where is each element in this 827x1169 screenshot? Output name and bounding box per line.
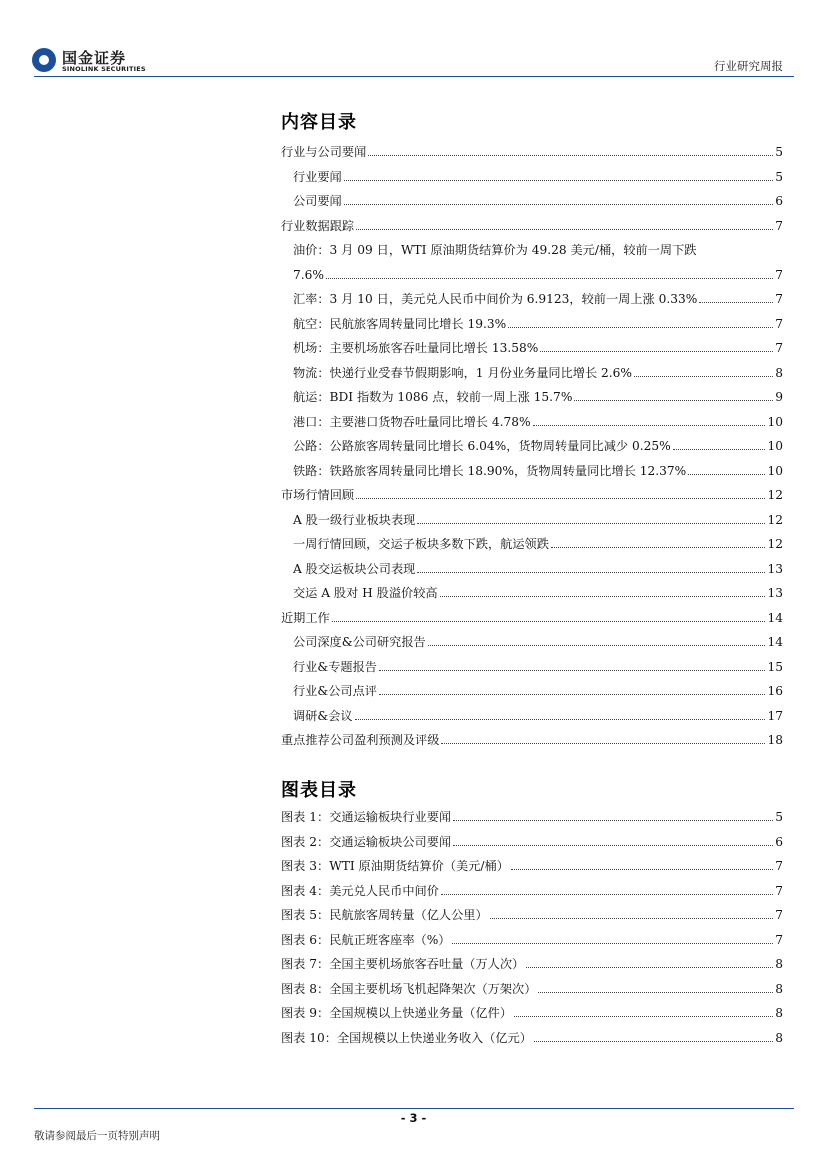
toc-entry-title: 图表 2：交通运输板块公司要闻 [281, 834, 452, 849]
toc-entry-title: 图表 5：民航旅客周转量（亿人公里） [281, 908, 488, 922]
toc-entry-title: 市场行情回顾 [281, 488, 355, 502]
toc-page-number: 7 [775, 316, 783, 331]
toc-entry[interactable] [281, 981, 783, 997]
toc-page-number: 12 [767, 512, 783, 527]
toc-entry-title: A 股一级行业板块表现 [293, 512, 416, 527]
toc-leader-dots [428, 645, 766, 646]
toc-entry[interactable] [281, 585, 783, 601]
toc-entry[interactable] [281, 932, 783, 948]
toc-leader-dots [673, 449, 766, 450]
toc-entry-title: A 股交运板块公司表现 [293, 561, 416, 576]
toc-leader-dots [332, 621, 766, 622]
toc-leader-dots [379, 670, 766, 671]
toc-entry-title: 重点推荐公司盈利预测及评级 [281, 733, 440, 747]
toc-leader-dots [441, 743, 765, 744]
toc-entry[interactable] [281, 732, 783, 748]
toc-leader-dots [344, 180, 773, 181]
toc-leader-dots [452, 943, 773, 944]
toc-leader-dots [514, 1016, 773, 1017]
toc-page-number: 8 [775, 1030, 783, 1045]
toc-entry-title: 油价：3 月 09 日，WTI 原油期货结算价为 49.28 美元/桶，较前一周下跌 [293, 243, 697, 257]
toc-entry[interactable] [281, 316, 783, 332]
toc-leader-dots [511, 869, 773, 870]
disclaimer-text: 敬请参阅最后一页特别声明 [34, 1130, 160, 1142]
toc-page-number: 7 [775, 218, 783, 233]
toc-page-number: 16 [767, 684, 783, 698]
toc-leader-dots [379, 694, 766, 695]
toc-entry[interactable] [281, 561, 783, 577]
toc-entry-title: 图表 8：全国主要机场飞机起降架次（万架次） [281, 981, 537, 996]
toc-page-number: 13 [767, 586, 783, 600]
toc-entry[interactable] [281, 610, 783, 626]
toc-entry[interactable] [281, 536, 783, 552]
toc-page-number: 7 [775, 883, 783, 898]
toc-entry-title: 图表 1：交通运输板块行业要闻 [281, 810, 452, 824]
toc-leader-dots [441, 894, 773, 895]
toc-entry-title: 图表 6：民航正班客座率（%） [281, 932, 451, 947]
toc-leader-dots [453, 845, 773, 846]
toc-entry[interactable] [281, 834, 783, 850]
toc-leader-dots [534, 1041, 773, 1042]
toc-entry-title-continued: 7.6% [293, 267, 324, 282]
toc-entry-title: 物流：快递行业受春节假期影响，1 月份业务量同比增长 2.6% [293, 365, 632, 380]
toc-leader-dots [508, 327, 773, 328]
toc-leader-dots [533, 425, 766, 426]
toc-entry-title: 行业&专题报告 [293, 659, 377, 674]
toc-entry-title: 图表 3：WTI 原油期货结算价（美元/桶） [281, 859, 509, 873]
toc-page-number: 7 [775, 859, 783, 873]
toc-leader-dots [540, 351, 773, 352]
toc-leader-dots [344, 204, 773, 205]
toc-entry-title: 公司要闻 [293, 194, 342, 208]
toc-entry-title: 行业要闻 [293, 169, 342, 184]
toc-entry-title: 汇率：3 月 10 日，美元兑人民币中间价为 6.9123，较前一周上涨 0.33% [293, 292, 698, 306]
toc-entry[interactable] [281, 438, 783, 454]
toc-leader-dots [326, 278, 773, 279]
toc-page-number: 12 [767, 488, 783, 502]
footer-divider [34, 1108, 794, 1109]
toc-entry-title: 公路：公路旅客周转量同比增长 6.04%，货物周转量同比减少 0.25% [293, 439, 671, 453]
toc-page-number: 12 [767, 537, 783, 551]
toc-entry[interactable] [281, 144, 783, 160]
toc-page-number: 8 [775, 1006, 783, 1020]
contents-title: 内容目录 [281, 112, 357, 133]
report-type-label: 行业研究周报 [714, 59, 783, 73]
toc-page-number: 6 [775, 194, 783, 208]
toc-entry[interactable] [281, 389, 783, 405]
toc-entry[interactable] [281, 193, 783, 209]
toc-page-number: 6 [775, 834, 783, 849]
toc-leader-dots [551, 547, 766, 548]
toc-entry-title: 图表 4：美元兑人民币中间价 [281, 883, 439, 898]
figures-title: 图表目录 [281, 780, 357, 801]
toc-page-number: 5 [775, 169, 783, 184]
toc-entry[interactable] [281, 634, 783, 650]
toc-page-number: 10 [767, 463, 783, 478]
toc-entry[interactable] [281, 365, 783, 381]
toc-leader-dots [417, 523, 765, 524]
toc-leader-dots [490, 918, 774, 919]
toc-page-number: 7 [775, 932, 783, 947]
toc-entry[interactable] [281, 218, 783, 234]
toc-page-number: 10 [767, 439, 783, 453]
toc-entry[interactable] [281, 291, 783, 307]
toc-leader-dots [417, 572, 765, 573]
toc-page-number: 8 [775, 365, 783, 380]
company-logo [32, 48, 162, 76]
toc-entry[interactable] [281, 708, 783, 724]
toc-entry[interactable] [281, 659, 783, 675]
toc-entry[interactable] [281, 169, 783, 185]
toc-page-number: 17 [767, 708, 783, 723]
toc-page-number: 14 [767, 610, 783, 625]
toc-page-number: 13 [767, 561, 783, 576]
header-divider [34, 76, 794, 77]
toc-page-number: 7 [775, 908, 783, 922]
toc-entry[interactable] [281, 1005, 783, 1021]
toc-leader-dots [699, 302, 773, 303]
toc-page-number: 9 [775, 390, 783, 404]
toc-entry-title: 机场：主要机场旅客吞吐量同比增长 13.58% [293, 341, 539, 355]
logo-english-name: SINOLINK SECURITIES [62, 65, 146, 73]
toc-entry-title: 行业&公司点评 [293, 684, 377, 698]
toc-entry[interactable] [281, 463, 783, 479]
toc-entry-title: 近期工作 [281, 610, 330, 625]
toc-entry[interactable] [281, 340, 783, 356]
toc-leader-dots [355, 719, 766, 720]
toc-entry[interactable] [281, 907, 783, 923]
toc-page-number: 8 [775, 981, 783, 996]
toc-entry[interactable] [281, 512, 783, 528]
toc-leader-dots [356, 229, 773, 230]
toc-leader-dots [538, 992, 773, 993]
toc-entry-title: 图表 7：全国主要机场旅客吞吐量（万人次） [281, 957, 525, 971]
toc-page-number: 15 [767, 659, 783, 674]
toc-entry-title: 行业与公司要闻 [281, 145, 367, 159]
toc-page-number: 7 [775, 267, 783, 282]
toc-page-number: 14 [767, 635, 783, 649]
toc-entry-title: 航运：BDI 指数为 1086 点，较前一周上涨 15.7% [293, 390, 573, 404]
toc-entry-title: 图表 9：全国规模以上快递业务量（亿件） [281, 1006, 513, 1020]
toc-entry[interactable] [281, 858, 783, 874]
toc-entry-title: 调研&会议 [293, 708, 353, 723]
toc-entry[interactable] [281, 883, 783, 899]
toc-leader-dots [526, 967, 773, 968]
toc-page-number: 7 [775, 292, 783, 306]
toc-leader-dots [574, 400, 773, 401]
toc-entry-title: 交运 A 股对 H 股溢价较高 [293, 586, 438, 600]
toc-entry-title: 港口：主要港口货物吞吐量同比增长 4.78% [293, 414, 531, 429]
toc-page-number: 10 [767, 414, 783, 429]
toc-page-number: 7 [775, 341, 783, 355]
toc-entry-title: 图表 10：全国规模以上快递业务收入（亿元） [281, 1030, 532, 1045]
toc-entry[interactable] [281, 242, 783, 283]
toc-entry-title: 航空：民航旅客周转量同比增长 19.3% [293, 316, 507, 331]
toc-entry-title: 行业数据跟踪 [281, 218, 355, 233]
toc-leader-dots [634, 376, 773, 377]
toc-entry[interactable] [281, 487, 783, 503]
toc-leader-dots [440, 596, 766, 597]
logo-mark-icon [32, 48, 56, 72]
page-number: - 3 - [400, 1111, 427, 1125]
toc-page-number: 18 [767, 733, 783, 747]
toc-leader-dots [356, 498, 765, 499]
toc-entry[interactable] [281, 414, 783, 430]
toc-page-number: 5 [775, 810, 783, 824]
toc-entry[interactable] [281, 956, 783, 972]
toc-entry[interactable] [281, 809, 783, 825]
toc-page-number: 5 [775, 145, 783, 159]
toc-leader-dots [453, 820, 773, 821]
page-header [0, 0, 827, 80]
toc-entry[interactable] [281, 1030, 783, 1046]
toc-entry-title: 一周行情回顾，交运子板块多数下跌，航运领跌 [293, 537, 549, 551]
toc-entry-title: 铁路：铁路旅客周转量同比增长 18.90%，货物周转量同比增长 12.37% [293, 463, 687, 478]
toc-entry-title: 公司深度&公司研究报告 [293, 635, 426, 649]
toc-leader-dots [688, 474, 765, 475]
toc-page-number: 8 [775, 957, 783, 971]
toc-leader-dots [368, 155, 773, 156]
toc-entry[interactable] [281, 683, 783, 699]
logo-chinese-name: 国金证券 [62, 49, 127, 67]
